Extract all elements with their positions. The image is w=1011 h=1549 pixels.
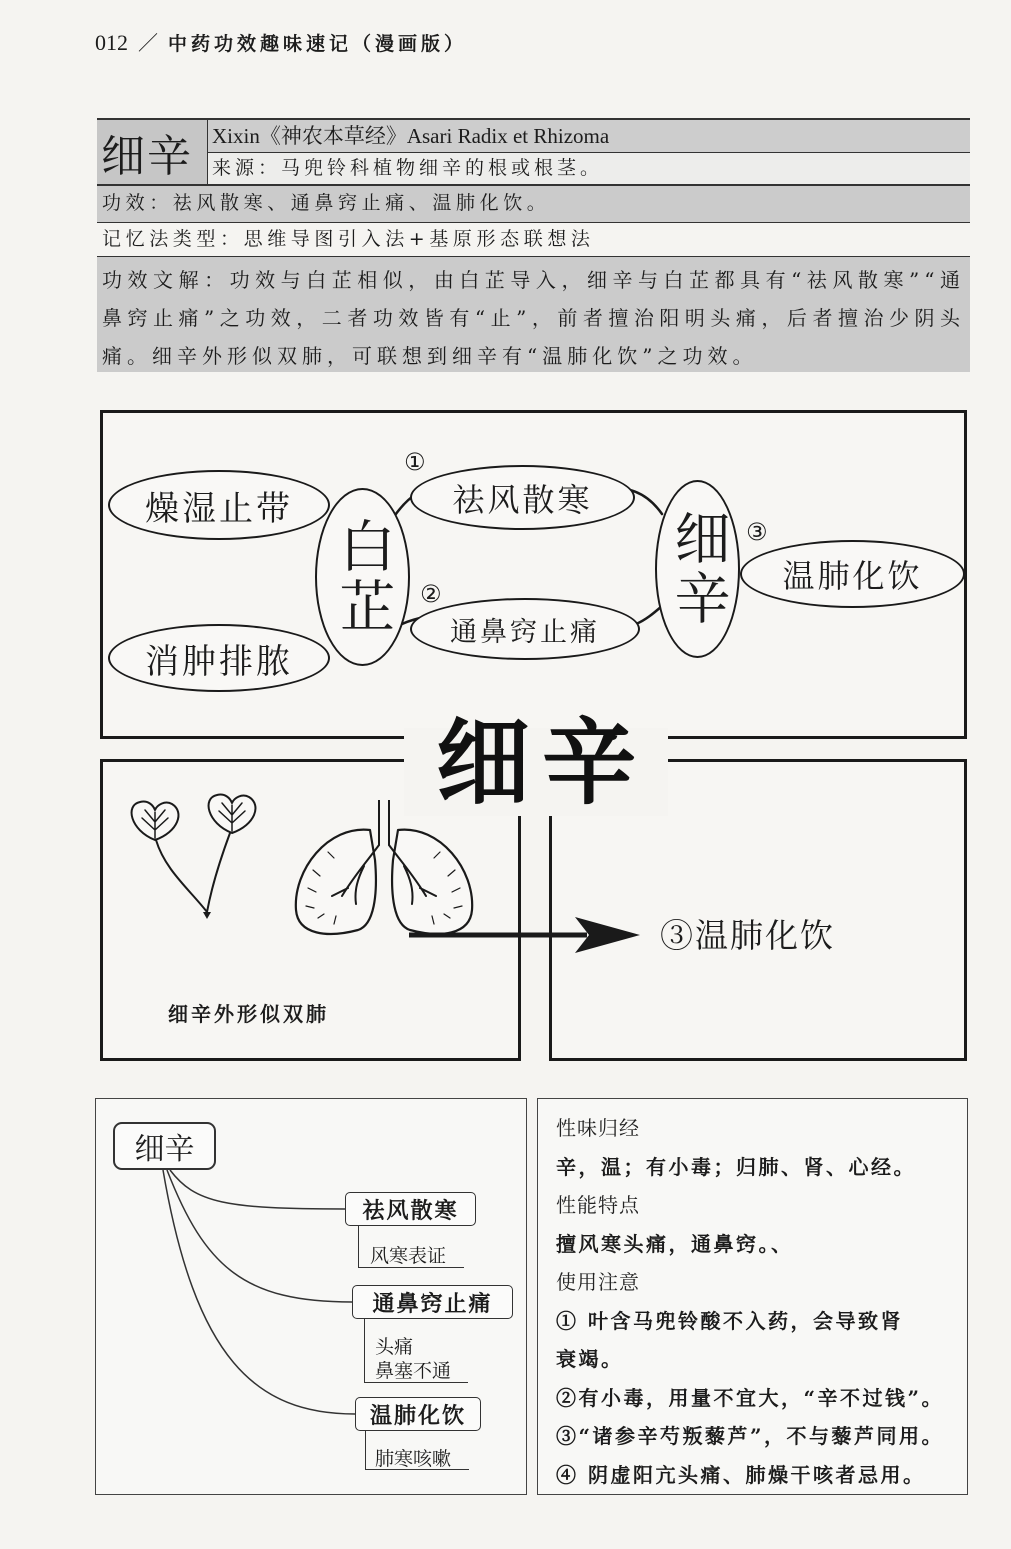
mindmap-sub: 风寒表证 (370, 1245, 447, 1267)
xixin-label: 细辛 (665, 509, 731, 629)
memory-method-type: 记忆法类型：思维导图引入法+基原形态联想法 (97, 222, 970, 256)
mindmap-curve (167, 1170, 352, 1302)
ellipse-baizhi-effect-1 (108, 470, 330, 540)
stem-right (207, 833, 230, 912)
page-header (95, 27, 467, 56)
ellipse-shared-effect-1 (410, 465, 635, 530)
ellipse-baizhi-effect-2 (108, 624, 330, 692)
herb-info-table (97, 118, 970, 372)
note-line: ① 叶含马兜铃酸不入药，会导致肾 (556, 1308, 903, 1333)
ellipse-baizhi (315, 488, 410, 666)
page-number: 012 (95, 30, 128, 55)
root-base (203, 912, 211, 919)
baizhi-label: 白芷 (330, 517, 396, 637)
xixin-effect-label: 温肺化饮 (782, 557, 923, 595)
stem-left (156, 840, 207, 912)
note-line: ③“诸参辛芍叛藜芦”，不与藜芦同用。 (556, 1424, 945, 1448)
book-title: 中药功效趣味速记（漫画版） (168, 33, 468, 55)
herb-notes-box (537, 1098, 968, 1495)
ellipse-shared-effect-2 (410, 598, 640, 660)
note-section-title: 使用注意 (556, 1270, 640, 1294)
mindmap-sub: 鼻塞不通 (375, 1360, 452, 1382)
arrow-icon (405, 905, 645, 965)
note-line: 辛，温；有小毒；归肺、肾、心经。 (556, 1154, 916, 1179)
ellipse-xixin (655, 480, 740, 658)
herb-name: 细辛 (101, 131, 193, 182)
mindmap-curve (170, 1170, 345, 1209)
herb-name-cell (97, 120, 208, 184)
note-line: 衰竭。 (556, 1347, 624, 1371)
note-line: ②有小毒，用量不宜大，“辛不过钱”。 (556, 1385, 945, 1410)
comic-title: 细辛 (435, 708, 648, 818)
panel2-result: ③温肺化饮 (660, 916, 835, 955)
herb-efficacy: 功效：祛风散寒、通鼻窍止痛、温肺化饮。 (97, 184, 970, 222)
header-separator: ／ (138, 31, 158, 55)
trachea (379, 800, 389, 845)
marker-1: ① (404, 448, 426, 476)
shared-effect-2-label: 通鼻窍止痛 (450, 616, 600, 648)
baizhi-effect-1-label: 燥湿止带 (145, 488, 293, 529)
asarum-leaves-drawing (120, 790, 270, 922)
note-section-title: 性能特点 (556, 1193, 640, 1217)
note-line: 擅风寒头痛，通鼻窍。、 (556, 1231, 794, 1256)
marker-3: ③ (746, 518, 768, 546)
mindmap-branch: 通鼻窍止痛 (352, 1285, 513, 1319)
mindmap-branch: 温肺化饮 (355, 1397, 481, 1431)
panel2-caption: 细辛外形似双肺 (168, 1002, 329, 1026)
mindmap-sub: 肺寒咳嗽 (375, 1448, 452, 1470)
herb-source: 来源：马兜铃科植物细辛的根或根茎。 (208, 153, 970, 184)
shared-effect-1-label: 祛风散寒 (452, 480, 593, 519)
note-section-title: 性味归经 (556, 1116, 640, 1140)
note-line: ④ 阴虚阳亢头痛、肺燥干咳者忌用。 (556, 1462, 926, 1487)
herb-latin-name: Xixin《神农本草经》Asari Radix et Rhizoma (208, 120, 970, 153)
ellipse-xixin-effect (740, 540, 965, 608)
marker-2: ② (420, 580, 442, 608)
mindmap-root: 细辛 (113, 1122, 216, 1170)
mindmap-sub: 头痛 (375, 1336, 414, 1358)
efficacy-explanation: 功效文解：功效与白芷相似，由白芷导入，细辛与白芷都具有“祛风散寒”“通鼻窍止痛”之功效，二者功效皆有“止”，前者擅治阳明头痛，后者擅治少阴头痛。细辛外形似双肺，可联想到细辛有“温肺化饮”之功效。 (97, 256, 970, 372)
mindmap-branch: 祛风散寒 (345, 1192, 476, 1226)
baizhi-effect-2-label: 消肿排脓 (145, 641, 293, 682)
